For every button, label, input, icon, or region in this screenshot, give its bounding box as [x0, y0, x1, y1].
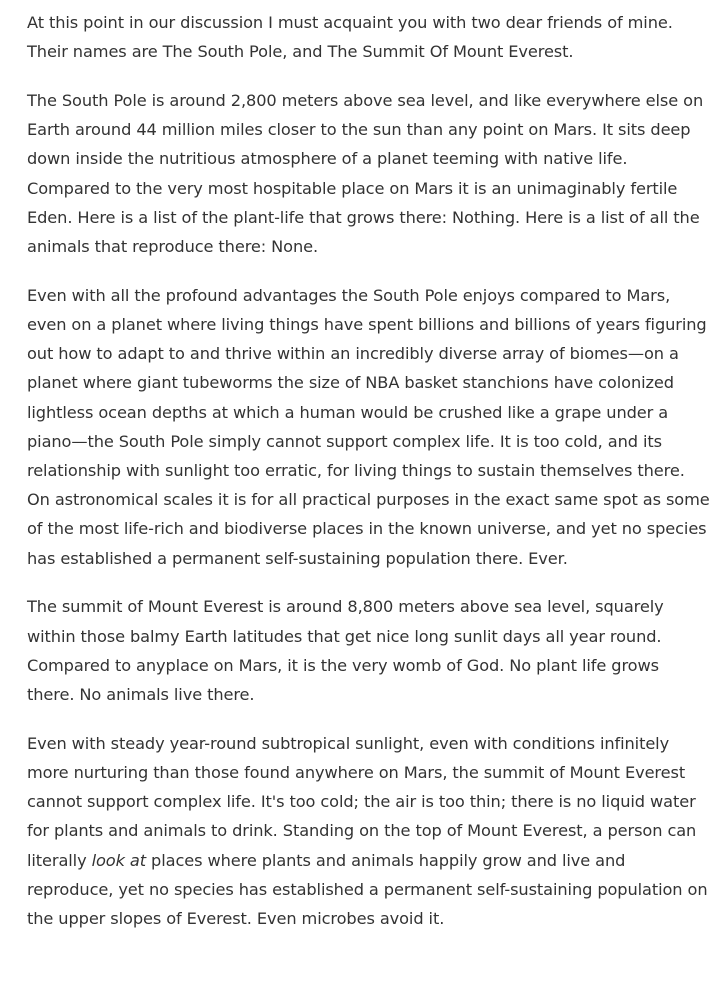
article-body [27, 8, 711, 953]
paragraph-text-before-emphasis: Even with steady year-round subtropical sunlight, even with conditions infinitely more nurturing than those found anywhere on Mars, the summit of Mount Everest cannot support complex life. It's too cold; the air is too thin; there is no liquid water for plants and animals to drink. Standing on the top of Mount Everest, a person can literally [27, 733, 697, 870]
emphasized-text: look at [91, 850, 147, 870]
paragraph-south-pole: The South Pole is around 2,800 meters above sea level, and like everywhere else on Earth around 44 million miles closer to the sun than any point on Mars. It sits deep down inside the nutritious atmosphere of a planet teeming with native life. Compared to the very most hospitable place on Mars it is an unimaginably fertile Eden. Here is a list of the plant-life that grows there: Nothing. Here is a list of all the animals that reproduce there: None. [27, 91, 704, 257]
paragraph-text-after-emphasis: places where plants and animals happily grow and live and reproduce, yet no species has established a permanent self-sustaining population on the upper slopes of Everest. Even microbes avoid it. [27, 850, 708, 929]
paragraph-everest-conditions [27, 729, 711, 933]
paragraph-everest-summit: The summit of Mount Everest is around 8,800 meters above sea level, squarely within those balmy Earth latitudes that get nice long sunlit days all year round. Compared to anyplace on Mars, it is the very womb of God. No plant life grows there. No animals live there. [27, 597, 664, 705]
paragraph-south-pole-advantages: Even with all the profound advantages the South Pole enjoys compared to Mars, even on a planet where living things have spent billions and billions of years figuring out how to adapt to and thrive within an incredibly diverse array of biomes—on a planet where giant tubeworms the size of NBA basket stanchions have colonized lightless ocean depths at which a human would be crushed like a grape under a piano—the South Pole simply cannot support complex life. It is too cold, and its relationship with sunlight too erratic, for living things to sustain themselves there. On astronomical scales it is for all practical purposes in the exact same spot as some of the most life-rich and biodiverse places in the known universe, and yet no species has established a permanent self-sustaining population there. Ever. [27, 285, 710, 568]
paragraph-intro: At this point in our discussion I must acquaint you with two dear friends of mine. Their names are The South Pole, and The Summit Of Mount Everest. [27, 13, 673, 62]
